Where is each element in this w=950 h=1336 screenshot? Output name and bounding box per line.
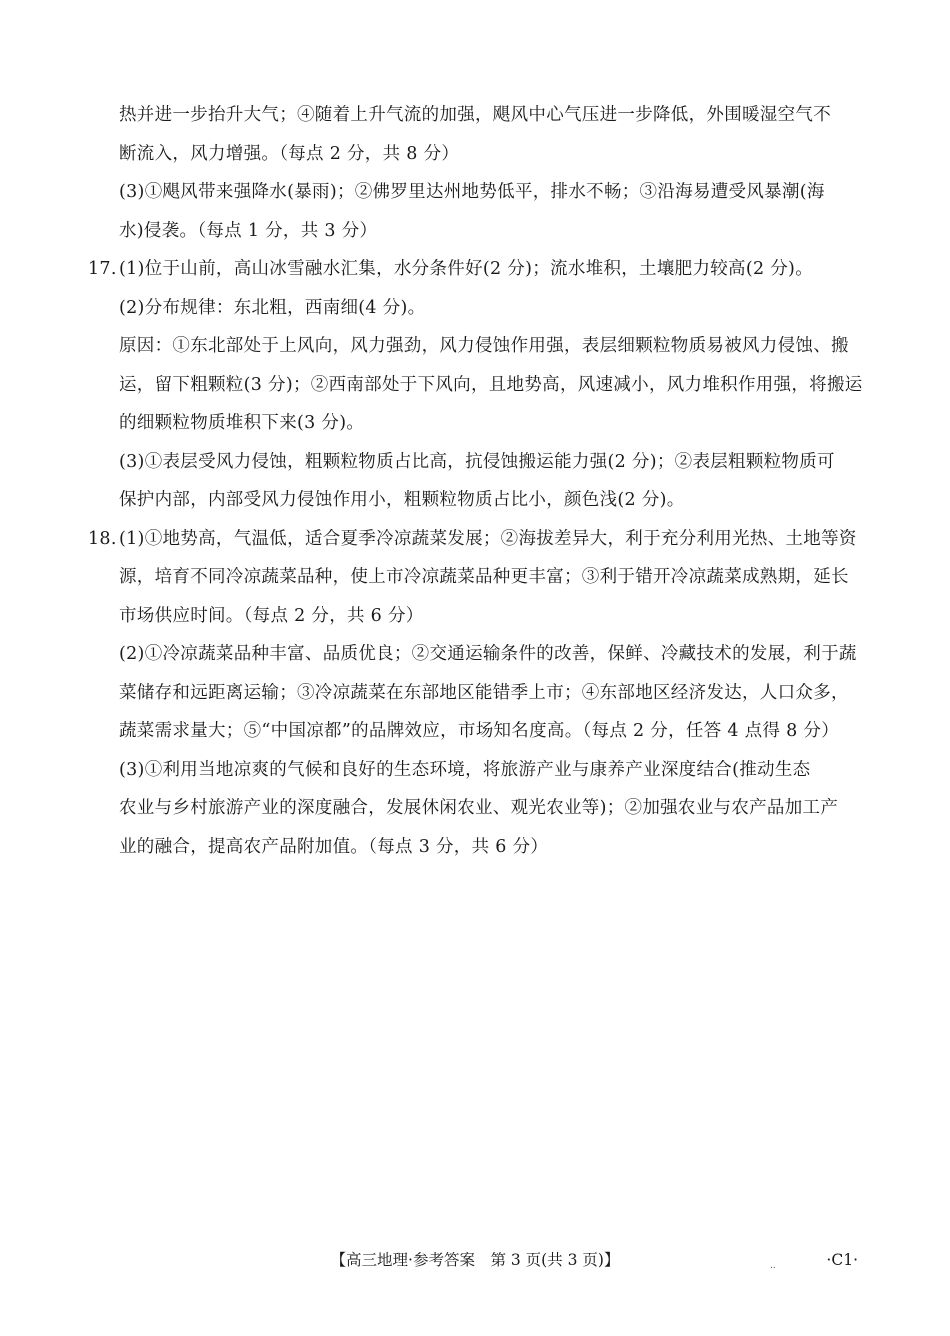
- question-17-line: [88, 250, 868, 289]
- footer-code: ·C1·: [826, 1251, 858, 1269]
- line-text: (1)①地势高，气温低，适合夏季冷凉蔬菜发展；②海拔差异大，利于充分利用光热、土地等资: [119, 528, 857, 549]
- answer-content: [88, 96, 868, 866]
- footer-mark: ..: [770, 1261, 776, 1271]
- line-text: (3)①利用当地凉爽的气候和良好的生态环境，将旅游产业与康养产业深度结合(推动生态: [119, 759, 811, 780]
- answer-line: [88, 789, 868, 828]
- line-text: 源，培育不同冷凉蔬菜品种，使上市冷凉蔬菜品种更丰富；③利于错开冷凉蔬菜成熟期，延长: [119, 567, 849, 587]
- footer-title: 【高三地理·参考答案 第 3 页(共 3 页)】: [330, 1251, 620, 1269]
- answer-line: [88, 481, 868, 520]
- line-text: 热并进一步抬升大气；④随着上升气流的加强，飓风中心气压进一步降低，外围暖湿空气不: [119, 105, 831, 125]
- answer-line: [88, 751, 868, 790]
- line-text: (1)位于山前，高山冰雪融水汇集，水分条件好(2 分)；流水堆积，土壤肥力较高(2 分)。: [119, 259, 813, 279]
- page-footer: [0, 1248, 950, 1272]
- line-text: 菜储存和远距离运输；③冷凉蔬菜在东部地区能错季上市；④东部地区经济发达，人口众多，: [119, 682, 849, 703]
- answer-line: [88, 597, 868, 636]
- line-text: 市场供应时间。（每点 2 分，共 6 分）: [119, 605, 424, 626]
- line-text: 原因：①东北部处于上风向，风力强劲，风力侵蚀作用强，表层细颗粒物质易被风力侵蚀、搬: [119, 336, 849, 356]
- question-18-line: [88, 520, 868, 559]
- answer-line: [88, 135, 868, 174]
- answer-line: [88, 366, 868, 405]
- answer-line: [88, 327, 868, 366]
- line-text: (2)①冷凉蔬菜品种丰富、品质优良；②交通运输条件的改善，保鲜、冷藏技术的发展，利于蔬: [119, 644, 857, 664]
- question-number: 18.: [88, 528, 117, 549]
- answer-line: [88, 674, 868, 713]
- answer-line: [88, 635, 868, 674]
- line-text: 农业与乡村旅游产业的深度融合，发展休闲农业、观光农业等)；②加强农业与农产品加工产: [119, 798, 839, 818]
- answer-line: [88, 828, 868, 867]
- line-text: 蔬菜需求量大；⑤“中国凉都”的品牌效应，市场知名度高。（每点 2 分，任答 4 点得 8 分）: [119, 721, 840, 741]
- line-text: (3)①表层受风力侵蚀，粗颗粒物质占比高，抗侵蚀搬运能力强(2 分)；②表层粗颗粒物质可: [119, 451, 835, 472]
- answer-line: [88, 443, 868, 482]
- answer-line: [88, 212, 868, 251]
- answer-line: [88, 289, 868, 328]
- line-text: 保护内部，内部受风力侵蚀作用小，粗颗粒物质占比小，颜色浅(2 分)。: [119, 490, 685, 510]
- answer-line: [88, 558, 868, 597]
- line-text: 运，留下粗颗粒(3 分)；②西南部处于下风向，且地势高，风速减小，风力堆积作用强，将搬运: [119, 374, 863, 395]
- answer-line: [88, 404, 868, 443]
- answer-line: [88, 96, 868, 135]
- line-text: 的细颗粒物质堆积下来(3 分)。: [119, 413, 365, 433]
- line-text: 断流入，风力增强。（每点 2 分，共 8 分）: [119, 143, 460, 164]
- line-text: (3)①飓风带来强降水(暴雨)；②佛罗里达州地势低平，排水不畅；③沿海易遭受风暴潮(海: [119, 182, 825, 202]
- answer-line: [88, 173, 868, 212]
- line-text: 业的融合，提高农产品附加值。（每点 3 分，共 6 分）: [119, 836, 549, 857]
- line-text: (2)分布规律：东北粗，西南细(4 分)。: [119, 297, 426, 318]
- question-number: 17.: [88, 259, 117, 279]
- answer-line: [88, 712, 868, 751]
- line-text: 水)侵袭。（每点 1 分，共 3 分）: [119, 220, 378, 241]
